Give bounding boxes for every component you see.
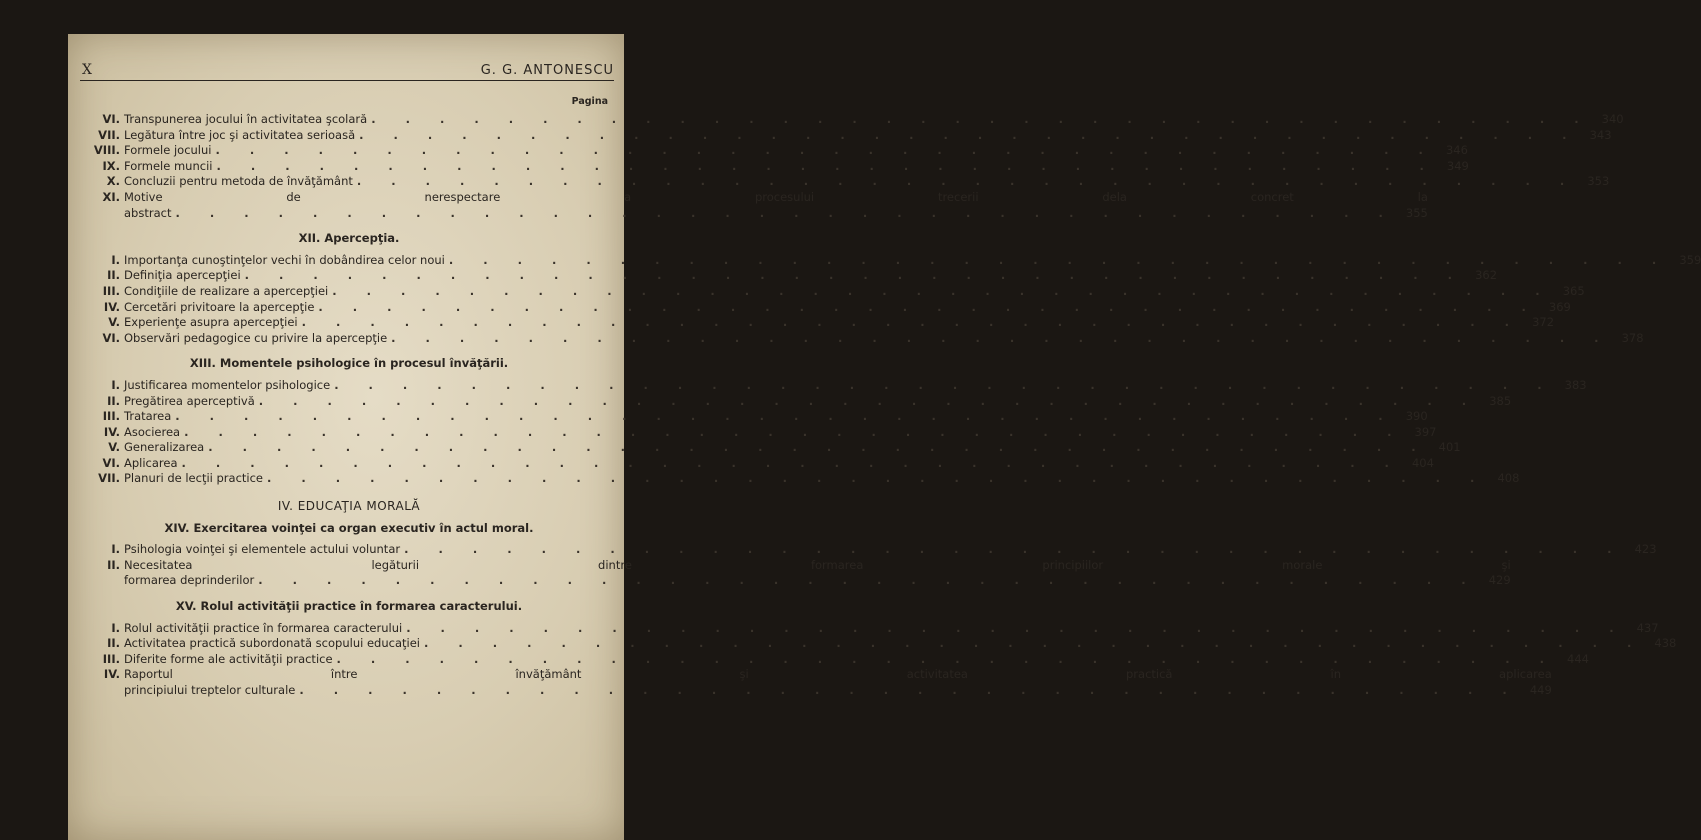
toc-entry-multiline (86, 189, 1428, 221)
toc-entry (86, 315, 1555, 331)
dot-leader (208, 440, 1428, 456)
toc-entry-multiline (86, 557, 1511, 589)
entry-title: Psihologia voinţei şi elementele actului voluntar (124, 542, 401, 557)
section-title: XV. Rolul activităţii practice în formarea caracterului. (175, 599, 523, 614)
toc-entry (86, 455, 1434, 472)
entry-page: 343 (1589, 127, 1612, 142)
entry-title: Concluzii pentru metoda de învăţământ (124, 174, 353, 189)
entry-page: 355 (1405, 205, 1428, 220)
dot-leader (337, 652, 1557, 668)
page-column-heading: Pagina (571, 96, 608, 107)
dot-leader (359, 128, 1579, 144)
entry-title: Importanţa cunoştinţelor vechi în dobândirea celor noui (124, 252, 445, 267)
dot-leader (184, 425, 1404, 441)
toc-entry (86, 393, 1512, 410)
dot-leader (299, 683, 1519, 699)
entry-line2 (124, 206, 1428, 222)
entry-page: 404 (1411, 455, 1434, 470)
book-page (68, 34, 1701, 840)
entry-page: 372 (1532, 315, 1555, 330)
entry-number: IV. (103, 424, 120, 439)
toc-entry (86, 440, 1461, 456)
dot-leader (258, 573, 1478, 589)
entry-title-line1: Raportul între învăţământ şi activitatea practică în aplicarea (124, 667, 1552, 682)
entry-number: III. (102, 409, 120, 424)
entry-number: VIII. (93, 143, 120, 158)
running-header (80, 58, 614, 81)
entry-title: Formele muncii (124, 158, 213, 173)
entry-title-line1: Motive de nerespectare a procesului trecerii dela concret la (124, 189, 1428, 204)
entry-number: I. (111, 620, 120, 635)
entry-number: III. (102, 651, 120, 666)
entry-page: 423 (1634, 542, 1657, 557)
entry-body (124, 558, 1511, 589)
toc-entry-multiline (86, 667, 1552, 698)
entry-page: 385 (1489, 393, 1512, 408)
toc-entry (86, 174, 1610, 190)
entry-number: I. (111, 377, 120, 392)
entry-page: 449 (1529, 683, 1552, 697)
entry-page: 437 (1636, 620, 1659, 635)
entry-page: 390 (1405, 409, 1428, 424)
toc-entry (86, 377, 1587, 394)
author-name: G. G. ANTONESCU (480, 63, 614, 78)
entry-number: IV. (103, 299, 120, 314)
entry-number: VII. (98, 471, 120, 486)
entry-title: Activitatea practică subordonată scopului educaţiei (124, 636, 420, 651)
entry-number: V. (108, 315, 120, 330)
entry-number: IV. (103, 667, 120, 682)
toc-entry (86, 143, 1468, 159)
dot-leader (332, 284, 1552, 300)
section-title: XII. Apercepţia. (298, 231, 400, 246)
toc-entry (86, 542, 1657, 558)
entry-number: II. (107, 268, 120, 283)
entry-page: 362 (1475, 268, 1498, 283)
section-xiv (86, 520, 1657, 589)
entry-number: VII. (98, 127, 120, 142)
entry-title: Asocierea (124, 424, 181, 439)
entry-body (124, 667, 1552, 698)
entry-page: 383 (1564, 377, 1587, 392)
dot-leader (424, 636, 1644, 652)
entry-title: Definiţia apercepţiei (124, 268, 241, 283)
entry-title: Diferite forme ale activităţii practice (124, 651, 333, 666)
dot-leader (357, 174, 1577, 190)
entry-number: II. (107, 393, 120, 408)
dot-leader (175, 409, 1395, 425)
toc-entry (86, 330, 1644, 347)
dot-leader (334, 378, 1554, 394)
entry-number: IX. (102, 158, 120, 173)
entry-title: Experienţe asupra apercepţiei (124, 315, 298, 330)
dot-leader (216, 143, 1436, 159)
toc-entry (86, 268, 1498, 284)
entry-page: 444 (1567, 651, 1589, 666)
entry-title-line2: abstract (124, 205, 172, 220)
dot-leader (406, 621, 1626, 637)
section-title: XIV. Exercitarea voinţei ca organ executiv în actul moral. (164, 520, 534, 535)
toc-entry (86, 620, 1659, 637)
entry-number: III. (102, 283, 120, 298)
entry-title: Planuri de lecţii practice (124, 471, 264, 486)
entry-number: I. (111, 252, 120, 267)
entry-page: 429 (1488, 573, 1511, 588)
entry-title: Pregătirea aperceptivă (124, 393, 255, 408)
toc-entry (86, 112, 1624, 128)
entry-number: XI. (102, 189, 120, 204)
page-numeral: X (82, 62, 93, 78)
dot-leader (245, 268, 1465, 284)
section-xiii (86, 356, 1587, 487)
entry-number: V. (108, 440, 120, 455)
entry-line2 (124, 573, 1511, 589)
part-title: IV. EDUCAŢIA MORALĂ (277, 499, 421, 514)
section-xv (86, 599, 1677, 699)
entry-page: 438 (1654, 636, 1677, 651)
dot-leader (182, 456, 1402, 472)
dot-leader (318, 300, 1538, 316)
toc-entry (86, 424, 1437, 441)
entry-page: 408 (1497, 471, 1520, 486)
dot-leader (404, 542, 1624, 558)
toc-entry (86, 127, 1612, 144)
dot-leader (267, 471, 1487, 487)
entry-page: 401 (1438, 440, 1461, 455)
entry-title: Justificarea momentelor psihologice (124, 377, 331, 392)
toc-entry (86, 409, 1428, 425)
entry-title-line2: formarea deprinderilor (124, 573, 255, 588)
dot-leader (391, 331, 1611, 347)
toc-entry (86, 471, 1520, 487)
entry-title: Transpunerea jocului în activitatea şcolară (124, 112, 368, 126)
section-xii (86, 231, 1701, 346)
entry-number: II. (107, 636, 120, 651)
entry-number: X. (106, 174, 120, 189)
entry-page: 397 (1414, 424, 1437, 439)
toc-entry (86, 299, 1571, 316)
section-continued (86, 112, 1624, 221)
dot-leader (302, 315, 1522, 331)
entry-title: Tratarea (124, 409, 172, 424)
entry-page: 365 (1562, 283, 1585, 298)
entry-page: 346 (1445, 143, 1468, 158)
table-of-contents (86, 112, 1701, 709)
entry-title: Rolul activităţii practice în formarea caracterului (124, 620, 403, 635)
entry-page: 369 (1548, 299, 1571, 314)
entry-title: Generalizarea (124, 440, 205, 455)
entry-title: Cercetări privitoare la apercepţie (124, 299, 315, 314)
dot-leader (449, 253, 1669, 269)
entry-title: Legătura între joc şi activitatea serioasă (124, 127, 356, 142)
dot-leader (259, 394, 1479, 410)
dot-leader (216, 159, 1436, 175)
entry-page: 378 (1621, 330, 1644, 345)
entry-title: Formele jocului (124, 143, 212, 158)
entry-title-line2: principiului treptelor culturale (124, 683, 296, 697)
entry-number: VI. (102, 330, 120, 345)
entry-number: VI. (102, 112, 120, 126)
section-title: XIII. Momentele psihologice în procesul învăţării. (189, 356, 509, 371)
toc-entry (86, 651, 1589, 668)
entry-title: Condiţiile de realizare a apercepţiei (124, 283, 329, 298)
entry-page: 349 (1446, 158, 1469, 173)
entry-title: Aplicarea (124, 455, 178, 470)
dot-leader (371, 112, 1591, 128)
dot-leader (175, 206, 1395, 222)
entry-line2 (124, 683, 1552, 699)
entry-title-line1: Necesitatea legăturii dintre formarea principiilor morale şi (124, 557, 1511, 572)
toc-entry (86, 158, 1469, 175)
entry-number: I. (111, 542, 120, 557)
entry-title: Observări pedagogice cu privire la apercepţie (124, 330, 388, 345)
entry-number: VI. (102, 455, 120, 470)
toc-entry (86, 252, 1701, 269)
entry-page: 340 (1601, 112, 1624, 126)
entry-number: II. (107, 557, 120, 572)
entry-page: 353 (1587, 174, 1610, 189)
toc-entry (86, 283, 1585, 300)
entry-page: 359 (1679, 252, 1701, 267)
toc-entry (86, 636, 1677, 652)
entry-body (124, 190, 1428, 221)
